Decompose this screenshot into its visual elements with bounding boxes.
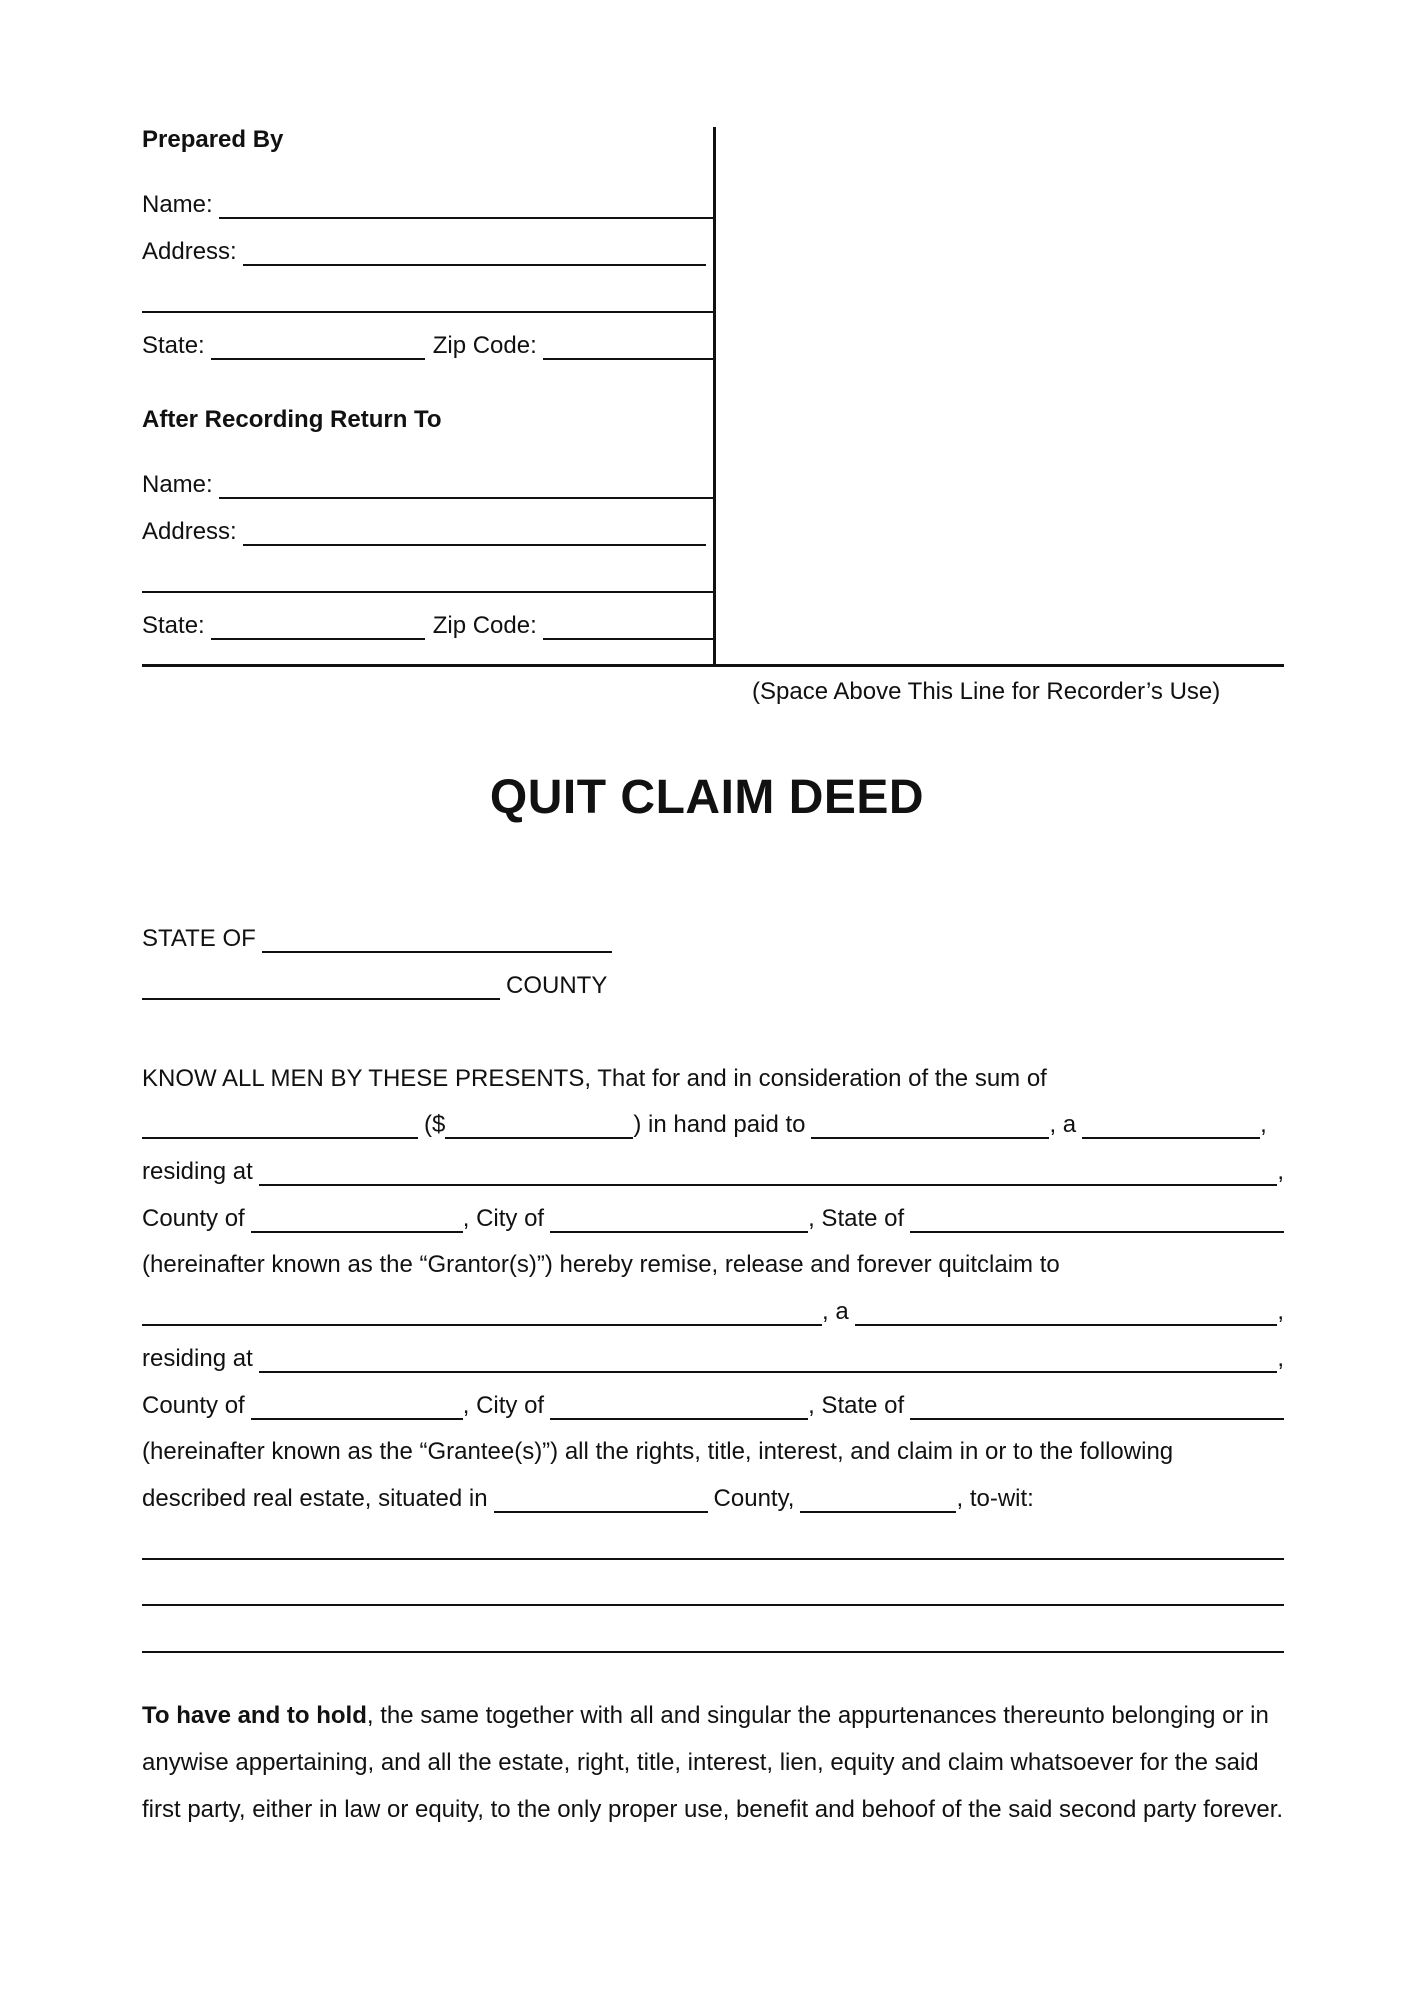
grantor-residence-field[interactable]	[259, 1160, 1278, 1186]
body-row-described	[142, 1466, 1284, 1513]
return-to-address-row	[142, 499, 714, 546]
property-county-field[interactable]	[494, 1487, 708, 1513]
grantor-city-label: , City of	[462, 1204, 545, 1232]
body-row-grantee-location	[142, 1373, 1284, 1420]
return-to-state-field[interactable]	[211, 614, 425, 640]
grantor-clause-text: (hereinafter known as the “Grantor(s)”) hereby remise, release and forever quitclaim to	[142, 1251, 1060, 1279]
grantee-a-text: , a	[822, 1298, 849, 1326]
grantee-residence-field[interactable]	[259, 1347, 1278, 1373]
grantee-county-field[interactable]	[251, 1394, 463, 1420]
body-row-grantee-residence	[142, 1326, 1284, 1373]
prepared-by-address-label: Address:	[142, 238, 237, 265]
return-to-heading: After Recording Return To	[142, 406, 442, 433]
body-row-grantor-clause	[142, 1233, 1284, 1280]
prepared-by-address-field[interactable]	[243, 240, 706, 266]
grantor-county-field[interactable]	[251, 1207, 463, 1233]
grantee-city-label: , City of	[462, 1391, 545, 1419]
return-to-zip-field[interactable]	[543, 614, 714, 640]
grantor-a-text: , a	[1049, 1111, 1077, 1139]
legal-description-line-1	[142, 1513, 1284, 1560]
grantor-state-label: , State of	[808, 1204, 905, 1232]
state-field[interactable]	[262, 927, 612, 953]
prepared-by-zip-label: Zip Code:	[432, 332, 537, 359]
property-state-field[interactable]	[800, 1487, 956, 1513]
prepared-by-zip-field[interactable]	[543, 334, 714, 360]
county-field[interactable]	[142, 974, 500, 1000]
return-to-name-field[interactable]	[219, 473, 714, 499]
return-to-name-label: Name:	[142, 471, 213, 498]
return-to-address-label: Address:	[142, 518, 237, 545]
intro-text: KNOW ALL MEN BY THESE PRESENTS, That for and in consideration of the sum of	[142, 1064, 1047, 1092]
grantor-city-field[interactable]	[550, 1207, 808, 1233]
habendum-lead: To have and to hold	[142, 1702, 367, 1729]
prepared-by-address-line2-field[interactable]	[142, 287, 714, 313]
return-to-state-label: State:	[142, 612, 205, 639]
legal-description-field-2[interactable]	[142, 1580, 1284, 1606]
grantee-name-field[interactable]	[142, 1300, 822, 1326]
deed-body	[142, 1046, 1284, 1653]
legal-description-line-3	[142, 1606, 1284, 1653]
recorder-box-divider	[713, 127, 716, 665]
grantor-comma-text: ,	[1260, 1111, 1267, 1139]
legal-description-line-2	[142, 1560, 1284, 1607]
prepared-by-name-field[interactable]	[219, 193, 714, 219]
body-row-grantor-residence	[142, 1139, 1284, 1186]
county-label: COUNTY	[506, 972, 608, 999]
legal-description-field-1[interactable]	[142, 1534, 1284, 1560]
grantor-state-field[interactable]	[910, 1207, 1284, 1233]
return-to-name-row	[142, 452, 714, 499]
prepared-by-name-label: Name:	[142, 191, 213, 218]
dollar-open-text: ($	[424, 1111, 446, 1139]
return-to-state-zip-row	[142, 593, 714, 640]
grantor-residing-label: residing at	[142, 1158, 253, 1186]
grantee-status-field[interactable]	[855, 1300, 1278, 1326]
county-row	[142, 953, 612, 1000]
body-row-intro	[142, 1046, 1284, 1093]
grantee-residence-comma: ,	[1277, 1344, 1284, 1372]
grantee-residing-label: residing at	[142, 1344, 253, 1372]
prepared-by-address-row	[142, 219, 714, 266]
prepared-by-state-label: State:	[142, 332, 205, 359]
header-spacer	[142, 360, 714, 406]
return-to-zip-label: Zip Code:	[432, 612, 537, 639]
grantee-clause-text: (hereinafter known as the “Grantee(s)”) all the rights, title, interest, and claim in or to the following	[142, 1438, 1174, 1466]
paid-to-text: ) in hand paid to	[633, 1111, 806, 1139]
state-county-block	[142, 906, 612, 1000]
grantee-city-field[interactable]	[550, 1394, 808, 1420]
body-row-grantee	[142, 1279, 1284, 1326]
legal-description-field-3[interactable]	[142, 1627, 1284, 1653]
grantee-state-label: , State of	[808, 1391, 905, 1419]
header-block	[142, 126, 714, 640]
grantee-comma-text: ,	[1277, 1298, 1284, 1326]
described-text: described real estate, situated in	[142, 1484, 488, 1512]
grantor-status-field[interactable]	[1082, 1113, 1260, 1139]
prepared-by-address-line2-row	[142, 266, 714, 313]
consideration-amount-field[interactable]	[445, 1113, 633, 1139]
prepared-by-name-row	[142, 172, 714, 219]
return-to-address-line2-row	[142, 546, 714, 593]
consideration-words-field[interactable]	[142, 1113, 418, 1139]
state-label: STATE OF	[142, 925, 256, 952]
grantor-residence-comma: ,	[1277, 1158, 1284, 1186]
recorder-line	[142, 664, 1284, 667]
page-title: QUIT CLAIM DEED	[489, 771, 925, 824]
body-row-consideration	[142, 1093, 1284, 1140]
prepared-by-heading: Prepared By	[142, 126, 284, 153]
grantee-state-field[interactable]	[910, 1394, 1284, 1420]
to-wit-text: , to-wit:	[956, 1484, 1034, 1512]
prepared-by-state-field[interactable]	[211, 334, 425, 360]
grantor-county-label: County of	[142, 1204, 245, 1232]
habendum-text: , the same together with all and singular the appurtenances thereunto belonging or in anywise appertaining, and all the estate, right, title, interest, lien, equity and claim whatsoever for the said first party, either in law or equity, to the only proper use, benefit and behoof of the said second party forever.	[142, 1702, 1284, 1823]
body-row-grantor-location	[142, 1186, 1284, 1233]
county-comma-text: County,	[713, 1484, 795, 1512]
recorder-note: (Space Above This Line for Recorder’s Use)	[752, 678, 1221, 705]
grantee-county-label: County of	[142, 1391, 245, 1419]
return-to-address-line2-field[interactable]	[142, 567, 714, 593]
return-to-address-field[interactable]	[243, 520, 706, 546]
habendum-paragraph	[142, 1692, 1284, 1833]
body-row-grantee-clause	[142, 1420, 1284, 1467]
state-row	[142, 906, 612, 953]
prepared-by-state-zip-row	[142, 313, 714, 360]
grantor-name-field[interactable]	[811, 1113, 1049, 1139]
